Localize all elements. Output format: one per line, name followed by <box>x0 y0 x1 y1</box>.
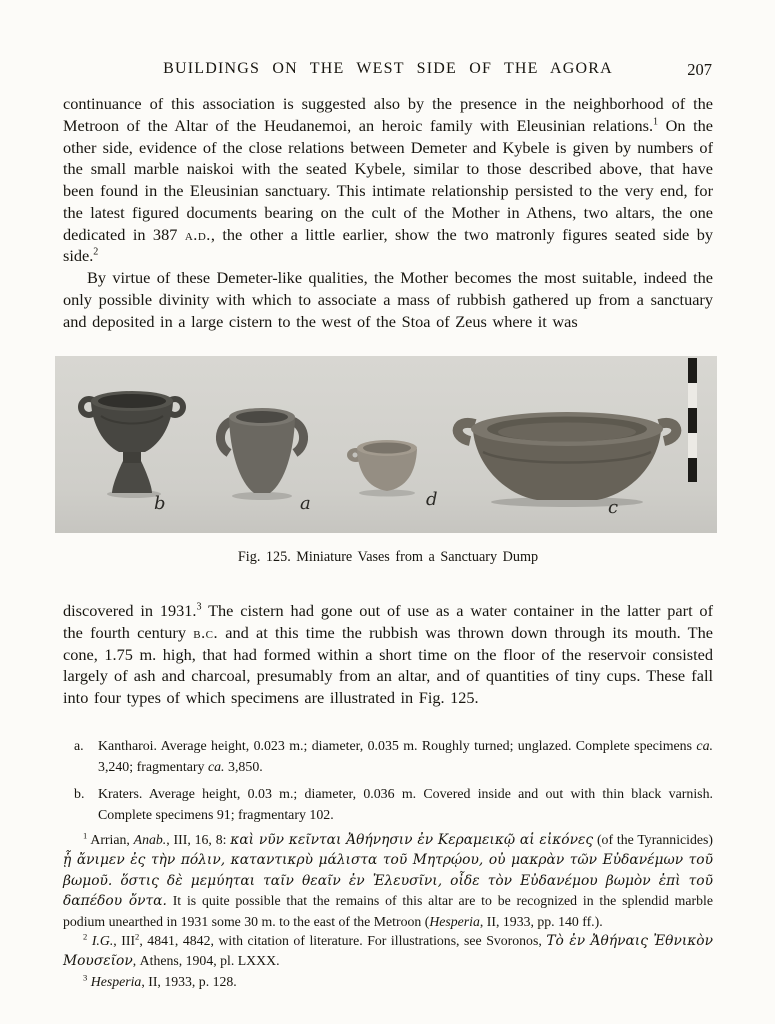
list-item-text: Kantharoi. Average height, 0.023 m.; diameter, 0.035 m. Roughly turned; unglazed. Complete specimens ca. 3,240; fragmentary ca. 3,850. <box>98 739 713 775</box>
list-item-kraters <box>63 785 713 826</box>
paragraph-continuance: continuance of this association is suggested also by the presence in the neighborhood of the Metroon of the Altar of the Heudanemoi, an heroic family with Eleusinian relations.$^1$ On the other side, evidence of the close relations between Demeter and Kybele is given by numbers of the small marble naiskoi with the seated Kybele, similar to those described above, that have been found in the Eleusinian sanctuary. This intimate relationship persisted to the very end, for the latest figured documents bearing on the cult of the Mother in Athens, two altars, the one dedicated in 387 a.d., the other a little earlier, show the two matronly figures seated side by side.$^2$ <box>63 94 713 266</box>
page-header-title: BUILDINGS ON THE WEST SIDE OF THE AGORA <box>163 60 613 77</box>
vase-label-d: d <box>426 489 438 510</box>
vase-label-a: a <box>300 493 311 514</box>
list-item-kantharoi <box>63 737 713 778</box>
paragraph-by-virtue: By virtue of these Demeter-like qualities, the Mother becomes the most suitable, indeed the only possible divinity with which to associate a mass of rubbish gathered up from a sanctuary and deposited in a large cistern to the west of the Stoa of Zeus where it was <box>63 268 713 331</box>
footnotes-block <box>63 830 713 991</box>
list-item-label: a. <box>74 739 84 754</box>
paragraph-discovered: discovered in 1931.$^3$ The cistern had gone out of use as a water container in the latter part of the fourth century b.c. and at this time the rubbish was thrown down through its mouth. The cone, 1.75 m. high, that had formed within a short time on the floor of the reservoir consisted largely of ash and charcoal, presumably from an altar, and of quantities of tiny cups. These fall into four types of which specimens are illustrated in Fig. 125. <box>63 601 713 707</box>
page-number: 207 <box>687 60 712 79</box>
figure-caption: Fig. 125. Miniature Vases from a Sanctuary Dump <box>237 549 539 565</box>
vases-photograph <box>55 356 717 533</box>
footnote-1: $^1$ Arrian, Anab., III, 16, 8: καὶ νῦν κεῖνται Ἀθήνησιν ἐν Κεραμεικῷ αἱ εἰκόνες (of the Tyrannicides) ᾗ ἄνιμεν ἐς τὴν πόλιν, καταντικρὺ μάλιστα τοῦ Μητρῴου, οὐ μακρὰν τῶν Εὐδανέμων τοῦ βωμοῦ. ὅστις δὲ μεμύηται ταῖν θεαῖν ἐν Ἐλευσῖνι, οἶδε τὸν Εὐδανέμου βωμὸν ἐπὶ τοῦ δαπέδου ὄντα. It is quite possible that the remains of this altar are to be recognized in the splendid marble podium unearthed in 1931 some 30 m. to the east of the Metroon (Hesperia, II, 1933, pp. 140 ff.). <box>63 830 713 929</box>
photo-scale-bar <box>688 358 697 482</box>
list-item-label: b. <box>74 787 85 803</box>
list-item-text: Kraters. Average height, 0.03 m.; diameter, 0.036 m. Covered inside and out with thin black varnish. Complete specimens 91; fragmentary 102. <box>98 787 713 823</box>
running-head <box>63 60 713 82</box>
specimen-list <box>63 737 713 833</box>
text-block-upper <box>63 93 713 332</box>
vase-label-b: b <box>154 493 166 514</box>
footnote-2: $^2$ I.G., III$^2$, 4841, 4842, with citation of literature. For illustrations, see Svoronos, Τὸ ἐν Ἀθήναις Ἐθνικὸν Μουσεῖον, Athens, 1904, pl. LXXX. <box>63 931 714 970</box>
vase-label-c: c <box>608 497 619 518</box>
footnote-3: $^3$ Hesperia, II, 1933, p. 128. <box>83 972 237 989</box>
figure-photo <box>55 356 717 533</box>
